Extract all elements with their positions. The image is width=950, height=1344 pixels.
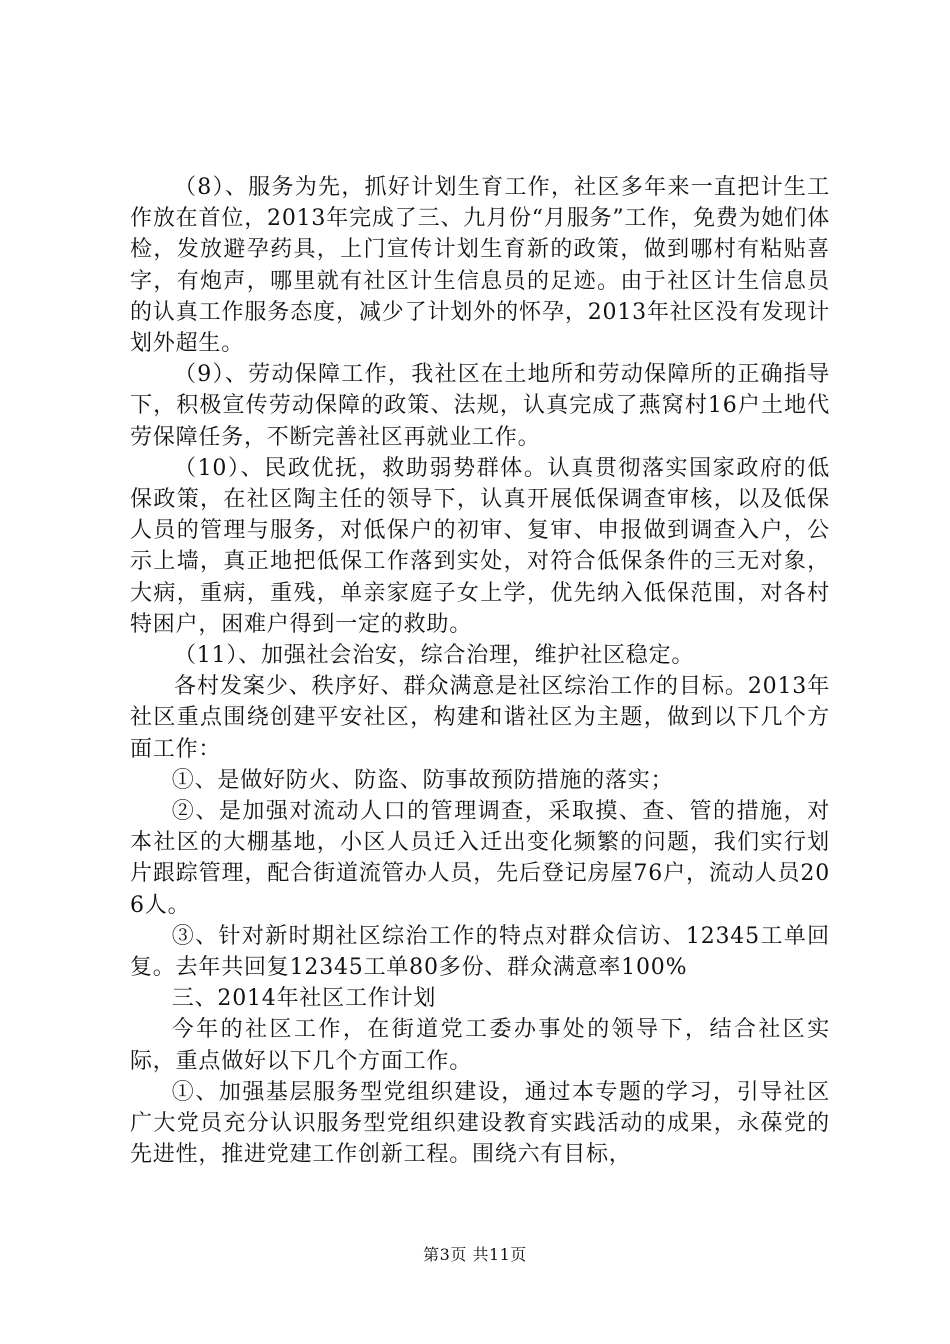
paragraph-family-planning: （8）、服务为先，抓好计划生育工作，社区多年来一直把计生工作放在首位，2013年完成了三、九月份“月服务”工作，免费为她们体检，发放避孕药具，上门宣传计划生育新的政策，做到哪村有粘贴喜字，有炮声，哪里就有社区计生信息员的足迹。由于社区计生信息员的认真工作服务态度，减少了计划外的怀孕，2013年社区没有发现计划外超生。: [130, 175, 830, 357]
paragraph-item-2: ②、是加强对流动人口的管理调查，采取摸、查、管的措施，对本社区的大棚基地，小区人员迁入迁出变化频繁的问题，我们实行划片跟踪管理，配合街道流管办人员，先后登记房屋76户，流动人员206人。: [130, 799, 830, 918]
paragraph-civil-affairs: （10）、民政优抚，救助弱势群体。认真贯彻落实国家政府的低保政策，在社区陶主任的领导下，认真开展低保调查审核，以及低保人员的管理与服务，对低保户的初审、复审、申报做到调查入户，公示上墙，真正地把低保工作落到实处，对符合低保条件的三无对象，大病，重病，重残，单亲家庭子女上学，优先纳入低保范围，对各村特困户，困难户得到一定的救助。: [130, 455, 830, 637]
document-body: [130, 172, 830, 1171]
paragraph-plan-item-1: ①、加强基层服务型党组织建设，通过本专题的学习，引导社区广大党员充分认识服务型党组织建设教育实践活动的成果，永葆党的先进性，推进党建工作创新工程。围绕六有目标，: [130, 1079, 830, 1168]
section-heading-2014-plan: 三、2014年社区工作计划: [171, 986, 437, 1012]
paragraph-labor-security: （9）、劳动保障工作，我社区在土地所和劳动保障所的正确指导下，积极宣传劳动保障的政策、法规，认真完成了燕窝村16户土地代劳保障任务，不断完善社区再就业工作。: [130, 362, 830, 450]
paragraph-plan-intro: 今年的社区工作，在街道党工委办事处的领导下，结合社区实际，重点做好以下几个方面工作。: [130, 1017, 830, 1074]
paragraph-public-security-heading: （11）、加强社会治安，综合治理，维护社区稳定。: [174, 643, 695, 669]
paragraph-public-security-goal: 各村发案少、秩序好、群众满意是社区综治工作的目标。2013年社区重点围绕创建平安社区，构建和谐社区为主题，做到以下几个方面工作：: [130, 674, 830, 762]
paragraph-item-3: ③、针对新时期社区综治工作的特点对群众信访、12345工单回复。去年共回复12345工单80多份、群众满意率100%: [130, 923, 830, 981]
page-number-label: 第3页 共11页: [423, 1245, 527, 1264]
page-footer: [0, 1245, 950, 1265]
paragraph-item-1: ①、是做好防火、防盗、防事故预防措施的落实；: [171, 767, 674, 793]
